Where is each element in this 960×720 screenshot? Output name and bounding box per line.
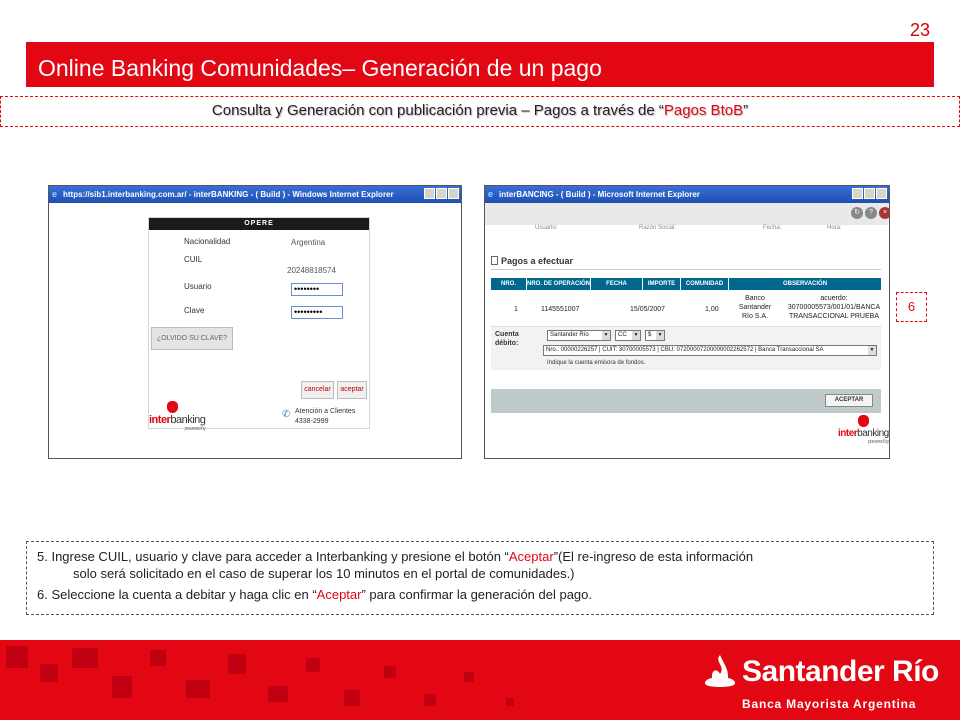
comunidad-line-1: Banco [745,295,765,302]
close-icon-2[interactable] [876,188,887,199]
minimize-icon[interactable] [424,188,435,199]
instruction-step-6 [37,586,925,603]
footer-brand: Santander Río [742,655,939,688]
cell-operacion: 1145551007 [541,306,580,313]
observacion-line-2: 30700005573/001/01/BANCA [787,304,881,311]
opere-header: OPERE [149,218,369,230]
cell-fecha: 15/05/2007 [630,306,666,313]
cell-observacion [781,294,887,321]
footer-pattern [506,698,514,706]
step5-text-a: 5. Ingrese CUIL, usuario y clave para acceder a Interbanking y presione el botón “ [37,549,509,564]
subtitle-highlight: Pagos BtoB [663,102,744,119]
account-select-value: Nro.: 00000226257 | CUIT: 30700005573 | CBU: 07200007200000002262572 | Banca Transaccional SA [546,347,824,353]
payment-window-title: interBANCING - ( Build ) - Microsoft Internet Explorer [499,190,700,199]
cell-comunidad [731,294,779,321]
cuil-label: CUIL [184,255,203,264]
subtitle-box [0,96,960,127]
observacion-line-1: acuerdo: [820,295,848,302]
support-label: Atención a Clientes [295,408,356,415]
maximize-icon-2[interactable] [864,188,875,199]
chevron-down-icon: ▼ [603,332,609,338]
footer-tagline: Banca Mayorista Argentina [742,697,917,711]
cuenta-label-line-1: Cuenta [495,331,519,338]
account-type-select[interactable] [615,330,641,341]
col-fecha: FECHA [591,278,643,290]
refresh-icon[interactable]: ↻ [851,207,863,219]
step5-text-c: solo será solicitado en el caso de superar los 10 minutos en el portal de comunidades.) [73,566,575,581]
usuario-label: Usuario [184,282,212,291]
help-icon[interactable]: ? [865,207,877,219]
accept-button[interactable]: aceptar [337,381,367,399]
col-operacion: NRO. DE OPERACIÓN [527,278,591,290]
account-hint: Indique la cuenta emisora de fondos. [547,360,646,366]
info-razon-social: Razón Social: [639,225,677,231]
col-comunidad: COMUNIDAD [681,278,729,290]
footer-pattern [424,694,436,706]
info-hora: Hora: [827,225,842,231]
aceptar-button[interactable]: ACEPTAR [825,394,873,407]
step6-highlight: Aceptar [316,587,362,602]
step5-highlight: Aceptar [508,549,554,564]
account-type-value: CC [618,332,627,338]
santander-flame-icon [704,654,736,688]
support-icon: ✆ [282,409,291,420]
cancel-button[interactable]: cancelar [301,381,334,399]
cuenta-label [495,330,519,348]
window-controls-2 [852,188,887,199]
app-toolbar [485,203,889,225]
session-info-row [489,225,885,235]
instruction-step-5 [37,548,925,582]
bank-select[interactable] [547,330,611,341]
cell-importe: 1,00 [705,306,719,313]
account-select[interactable] [543,345,877,356]
currency-value: $ [648,332,652,338]
payments-table-header [491,278,881,290]
document-icon [491,256,498,265]
clave-label: Clave [184,306,205,315]
col-importe: IMPORTE [643,278,681,290]
interbanking-logo-mark-2 [858,415,869,427]
comunidad-line-2: Santander [738,304,772,311]
subtitle-suffix: ” [743,102,749,119]
bank-select-value: Santander Río [550,332,589,338]
col-nro: NRO. [491,278,527,290]
info-fecha: Fecha: [763,225,782,231]
support-phone: 4338-2999 [295,418,329,425]
chevron-down-icon: ▼ [657,332,663,338]
logo-text-left: inter [149,414,171,426]
exit-icon[interactable]: × [879,207,890,219]
footer-pattern [112,676,132,698]
step-badge: 6 [896,292,927,322]
nacionalidad-label: Nacionalidad [184,237,231,246]
section-title-text: Pagos a efectuar [501,256,574,266]
logo-text-left-2: inter [838,428,858,439]
footer-pattern [150,650,166,666]
login-window-titlebar [49,186,461,203]
cuil-value: 20248818574 [287,266,336,275]
step5-text-b: ”(El re-ingreso de esta información [553,549,754,564]
section-divider [491,269,881,270]
instructions-box [26,541,934,615]
logo-sub: powered by [184,426,206,432]
footer-pattern [6,646,28,668]
interbanking-logo [149,414,205,432]
footer-pattern [344,690,360,706]
col-observacion: OBSERVACIÓN [782,281,828,287]
chevron-down-icon: ▼ [633,332,639,338]
footer-pattern [384,666,396,678]
comunidad-line-3: Río S.A. [741,313,769,320]
chevron-down-icon: ▼ [869,347,875,353]
footer-pattern [40,664,58,682]
step6-text-a: 6. Seleccione la cuenta a debitar y haga clic en “ [37,587,317,602]
nacionalidad-value: Argentina [291,238,326,247]
opere-panel [148,217,370,432]
subtitle-prefix: Consulta y Generación con publicación previa – Pagos a través de “ [211,102,664,119]
minimize-icon-2[interactable] [852,188,863,199]
logo-text-right-2: banking [857,428,889,439]
cuenta-debito-section [491,326,881,370]
observacion-line-3: TRANSACCIONAL PRUEBA [789,313,879,320]
slide-title: Online Banking Comunidades– Generación de un pago [26,42,934,87]
footer-pattern [268,686,288,702]
clave-field[interactable]: ••••••••• [291,306,343,319]
step6-text-b: ” para confirmar la generación del pago. [361,587,593,602]
ie-icon: e [52,189,58,199]
forgot-password-button[interactable]: ¿OLVIDO SU CLAVE? [151,327,233,350]
currency-select[interactable] [645,330,665,341]
maximize-icon[interactable] [436,188,447,199]
action-bar [491,389,881,413]
close-icon[interactable] [448,188,459,199]
cell-nro: 1 [514,306,518,313]
cuenta-label-line-2: débito: [495,340,519,347]
ie-icon-2: e [488,189,494,199]
section-title [491,256,573,266]
page-number: 23 [909,20,931,40]
interbanking-logo-2 [838,428,889,445]
footer-pattern [72,648,98,668]
logo-sub-2: powered by [867,439,889,445]
footer-pattern [228,654,246,674]
footer-pattern [306,658,320,672]
payment-window-titlebar [485,186,889,203]
login-window-title: https://sib1.interbanking.com.ar/ - interBANKING - ( Build ) - Windows Internet Explorer [63,190,394,199]
usuario-field[interactable]: •••••••• [291,283,343,296]
window-controls [424,188,459,199]
interbanking-logo-mark [167,401,178,413]
login-window [48,185,462,459]
footer-pattern [186,680,210,698]
logo-text-right: banking [170,414,206,426]
payment-window [484,185,890,459]
footer-pattern [464,672,474,682]
info-usuario: Usuario: [535,225,558,231]
